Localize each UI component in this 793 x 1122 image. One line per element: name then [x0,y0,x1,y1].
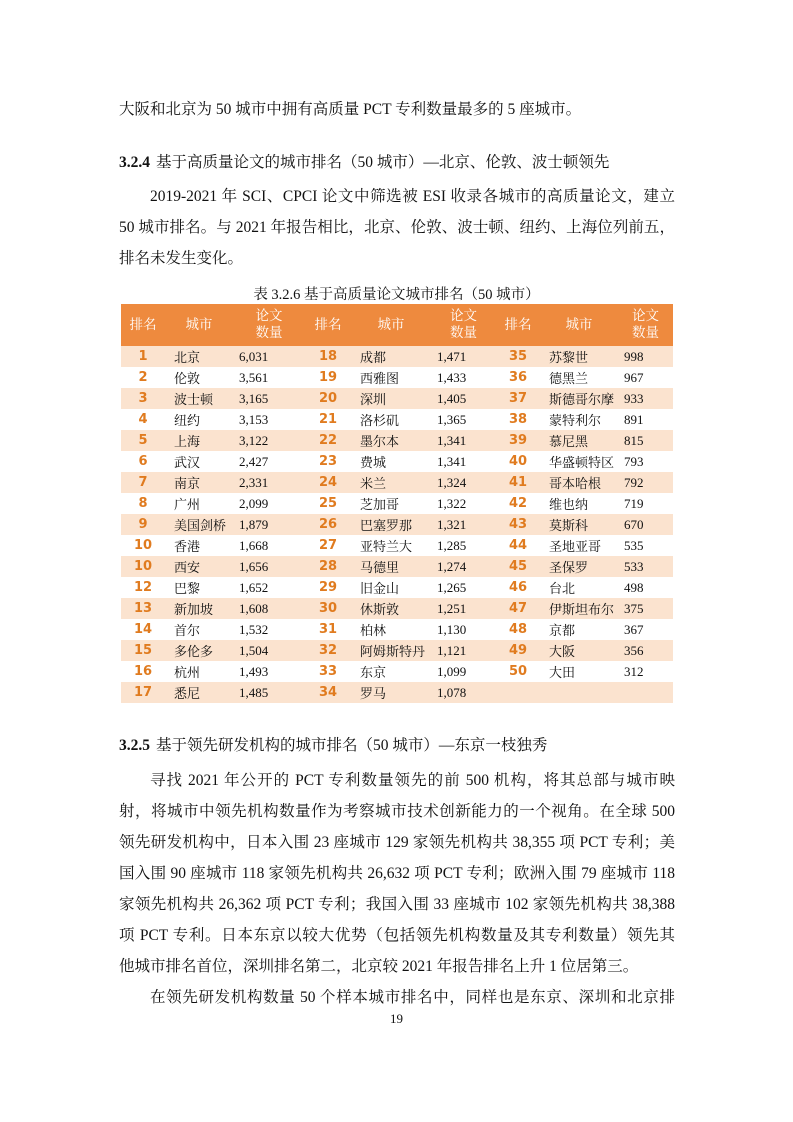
city-cell: 旧金山 [351,577,431,598]
city-cell: 华盛顿特区 [540,451,618,472]
city-cell: 武汉 [165,451,233,472]
count-cell: 815 [618,430,673,451]
rank-cell: 50 [496,661,540,682]
city-cell: 新加坡 [165,598,233,619]
table-row [121,451,673,472]
rank-cell: 28 [305,556,351,577]
count-cell: 1,285 [431,535,496,556]
rank-cell: 41 [496,472,540,493]
header-rank: 排名 [305,304,351,346]
city-cell: 圣保罗 [540,556,618,577]
city-cell: 南京 [165,472,233,493]
city-cell: 纽约 [165,409,233,430]
rank-cell: 13 [121,598,165,619]
count-cell: 2,331 [233,472,305,493]
table-row [121,682,673,703]
table-row [121,619,673,640]
city-cell: 波士顿 [165,388,233,409]
table-row [121,409,673,430]
table-row [121,535,673,556]
rank-cell: 32 [305,640,351,661]
count-cell: 1,433 [431,367,496,388]
city-cell: 圣地亚哥 [540,535,618,556]
paragraph-line: 2019-2021 年 SCI、CPCI 论文中筛选被 ESI 收录各城市的高质量论文，建立 [150,188,675,205]
city-cell: 维也纳 [540,493,618,514]
city-cell: 阿姆斯特丹 [351,640,431,661]
table-row [121,367,673,388]
city-cell: 香港 [165,535,233,556]
table-header-row [121,304,673,346]
count-cell: 1,485 [233,682,305,703]
city-cell: 米兰 [351,472,431,493]
section-number: 3.2.5 [119,737,150,754]
table-row [121,577,673,598]
city-cell: 费城 [351,451,431,472]
rank-cell: 48 [496,619,540,640]
city-cell: 大田 [540,661,618,682]
header-count: 论文 数量 [431,304,496,346]
paragraph-line: 项 PCT 专利。日本东京以较大优势（包括领先机构数量及其专利数量）领先其 [119,927,675,944]
city-cell: 墨尔本 [351,430,431,451]
section-title: 基于高质量论文的城市排名（50 城市）—北京、伦敦、波士顿领先 [156,154,610,171]
rank-cell: 38 [496,409,540,430]
city-cell: 苏黎世 [540,346,618,367]
paragraph-line: 在领先研发机构数量 50 个样本城市排名中，同样也是东京、深圳和北京排 [150,989,675,1006]
section-title: 基于领先研发机构的城市排名（50 城市）—东京一枝独秀 [156,737,548,754]
table-row [121,556,673,577]
rank-cell: 24 [305,472,351,493]
header-city: 城市 [540,304,618,346]
city-cell: 台北 [540,577,618,598]
city-cell: 伦敦 [165,367,233,388]
count-cell: 670 [618,514,673,535]
city-cell: 休斯敦 [351,598,431,619]
count-cell: 1,532 [233,619,305,640]
rank-cell: 42 [496,493,540,514]
paragraph-line: 领先研发机构中，日本入围 23 座城市 129 家领先机构共 38,355 项 PCT 专利；美 [119,834,675,851]
count-cell: 1,321 [431,514,496,535]
rank-cell: 19 [305,367,351,388]
city-cell [540,682,618,703]
city-cell: 京都 [540,619,618,640]
rank-cell: 47 [496,598,540,619]
section-paragraph-3-2-5 [119,765,675,1013]
table-row [121,493,673,514]
rank-cell: 40 [496,451,540,472]
city-cell: 马德里 [351,556,431,577]
rank-cell: 46 [496,577,540,598]
header-count: 论文 数量 [233,304,305,346]
city-cell: 大阪 [540,640,618,661]
paragraph-line: 排名未发生变化。 [119,250,244,267]
rank-cell: 16 [121,661,165,682]
table-row [121,388,673,409]
rank-cell: 7 [121,472,165,493]
header-city: 城市 [351,304,431,346]
rank-cell: 31 [305,619,351,640]
rank-cell: 23 [305,451,351,472]
count-cell: 998 [618,346,673,367]
count-cell: 375 [618,598,673,619]
count-cell: 1,652 [233,577,305,598]
count-cell: 1,322 [431,493,496,514]
rank-cell: 33 [305,661,351,682]
city-cell: 西安 [165,556,233,577]
rank-cell: 12 [121,577,165,598]
count-cell: 533 [618,556,673,577]
rank-cell: 5 [121,430,165,451]
header-rank: 排名 [496,304,540,346]
count-cell: 1,121 [431,640,496,661]
section-heading-3-2-5 [119,733,547,755]
rank-cell: 20 [305,388,351,409]
rank-cell: 37 [496,388,540,409]
rank-cell: 6 [121,451,165,472]
city-cell: 杭州 [165,661,233,682]
city-cell: 蒙特利尔 [540,409,618,430]
count-cell: 2,099 [233,493,305,514]
city-cell: 莫斯科 [540,514,618,535]
rank-cell: 27 [305,535,351,556]
rank-cell: 44 [496,535,540,556]
header-count: 论文 数量 [618,304,673,346]
count-cell: 1,078 [431,682,496,703]
city-cell: 慕尼黑 [540,430,618,451]
city-cell: 西雅图 [351,367,431,388]
count-cell [618,682,673,703]
table-caption: 表 3.2.6 基于高质量论文城市排名（50 城市） [253,287,540,303]
count-cell: 1,251 [431,598,496,619]
paragraph-line: 家领先机构共 26,362 项 PCT 专利；我国入围 33 座城市 102 家领先机构共 38,388 [119,896,675,913]
count-cell: 1,504 [233,640,305,661]
rank-cell: 18 [305,346,351,367]
count-cell: 1,274 [431,556,496,577]
city-cell: 洛杉矶 [351,409,431,430]
count-cell: 1,365 [431,409,496,430]
rank-cell: 4 [121,409,165,430]
table-row [121,598,673,619]
count-cell: 1,656 [233,556,305,577]
count-cell: 2,427 [233,451,305,472]
page-number: 19 [390,1011,403,1026]
count-cell: 719 [618,493,673,514]
rank-cell: 3 [121,388,165,409]
count-cell: 3,122 [233,430,305,451]
count-cell: 312 [618,661,673,682]
city-cell: 德黑兰 [540,367,618,388]
table-row [121,514,673,535]
rank-cell: 14 [121,619,165,640]
rank-cell: 34 [305,682,351,703]
rank-cell: 22 [305,430,351,451]
city-cell: 哥本哈根 [540,472,618,493]
city-cell: 巴塞罗那 [351,514,431,535]
count-cell: 1,099 [431,661,496,682]
rank-cell: 15 [121,640,165,661]
paragraph-line: 射，将城市中领先机构数量作为考察城市技术创新能力的一个视角。在全球 500 [119,803,675,820]
count-cell: 6,031 [233,346,305,367]
table-row [121,346,673,367]
count-cell: 792 [618,472,673,493]
city-cell: 伊斯坦布尔 [540,598,618,619]
count-cell: 1,324 [431,472,496,493]
table-row [121,640,673,661]
city-cell: 美国剑桥 [165,514,233,535]
rank-cell: 26 [305,514,351,535]
rank-cell: 30 [305,598,351,619]
count-cell: 967 [618,367,673,388]
table-body [121,346,673,703]
rank-cell: 21 [305,409,351,430]
count-cell: 3,153 [233,409,305,430]
count-cell: 1,493 [233,661,305,682]
rank-cell: 2 [121,367,165,388]
city-cell: 多伦多 [165,640,233,661]
paragraph-line: 寻找 2021 年公开的 PCT 专利数量领先的前 500 机构，将其总部与城市映 [150,772,675,789]
count-cell: 1,265 [431,577,496,598]
city-cell: 柏林 [351,619,431,640]
count-cell: 3,165 [233,388,305,409]
city-cell: 深圳 [351,388,431,409]
city-cell: 悉尼 [165,682,233,703]
city-cell: 芝加哥 [351,493,431,514]
count-cell: 933 [618,388,673,409]
count-cell: 1,341 [431,451,496,472]
rank-cell: 43 [496,514,540,535]
table-row [121,661,673,682]
header-city: 城市 [165,304,233,346]
table-row [121,472,673,493]
count-cell: 367 [618,619,673,640]
city-cell: 亚特兰大 [351,535,431,556]
rank-cell: 9 [121,514,165,535]
city-cell: 广州 [165,493,233,514]
paragraph-line: 他城市排名首位，深圳排名第二，北京较 2021 年报告排名上升 1 位居第三。 [119,958,639,975]
rank-cell: 8 [121,493,165,514]
rank-cell: 25 [305,493,351,514]
count-cell: 498 [618,577,673,598]
count-cell: 1,341 [431,430,496,451]
count-cell: 535 [618,535,673,556]
section-number: 3.2.4 [119,154,150,171]
section-heading-3-2-4 [119,150,609,172]
rank-cell: 36 [496,367,540,388]
count-cell: 1,471 [431,346,496,367]
city-cell: 罗马 [351,682,431,703]
paragraph-line: 50 城市排名。与 2021 年报告相比，北京、伦敦、波士顿、纽约、上海位列前五， [119,219,675,236]
count-cell: 891 [618,409,673,430]
city-cell: 北京 [165,346,233,367]
rank-cell: 17 [121,682,165,703]
count-cell: 3,561 [233,367,305,388]
rank-cell [496,682,540,703]
city-cell: 成都 [351,346,431,367]
city-cell: 上海 [165,430,233,451]
table-row [121,430,673,451]
count-cell: 1,405 [431,388,496,409]
count-cell: 1,130 [431,619,496,640]
city-cell: 首尔 [165,619,233,640]
ranking-table [121,304,673,703]
rank-cell: 35 [496,346,540,367]
count-cell: 1,668 [233,535,305,556]
rank-cell: 10 [121,556,165,577]
count-cell: 1,608 [233,598,305,619]
rank-cell: 45 [496,556,540,577]
section-paragraph-3-2-4 [119,181,675,274]
city-cell: 斯德哥尔摩 [540,388,618,409]
count-cell: 793 [618,451,673,472]
rank-cell: 29 [305,577,351,598]
count-cell: 1,879 [233,514,305,535]
city-cell: 东京 [351,661,431,682]
city-cell: 巴黎 [165,577,233,598]
header-rank: 排名 [121,304,165,346]
rank-cell: 49 [496,640,540,661]
count-cell: 356 [618,640,673,661]
paragraph-line: 国入围 90 座城市 118 家领先机构共 26,632 项 PCT 专利；欧洲入围 79 座城市 118 [119,865,675,882]
rank-cell: 39 [496,430,540,451]
rank-cell: 10 [121,535,165,556]
rank-cell: 1 [121,346,165,367]
intro-line: 大阪和北京为 50 城市中拥有高质量 PCT 专利数量最多的 5 座城市。 [119,101,582,118]
